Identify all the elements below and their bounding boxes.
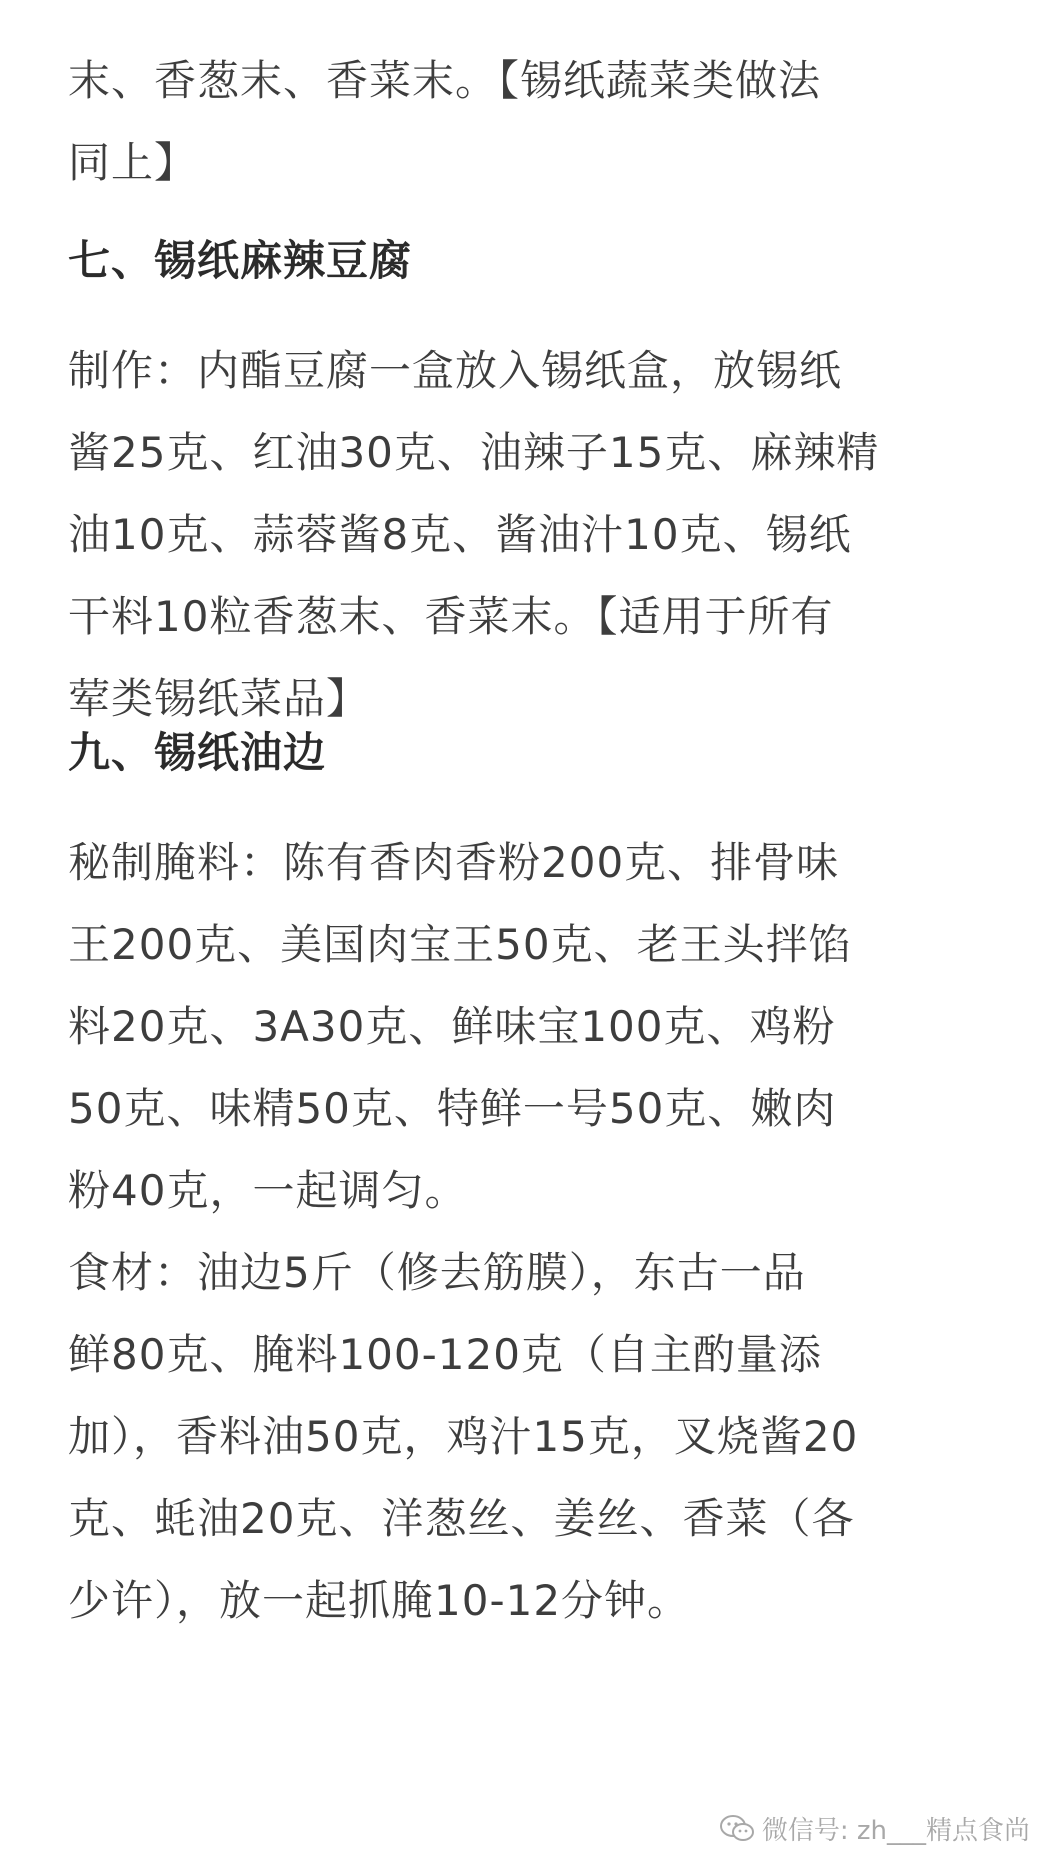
paragraph-line: 加），香料油50克，鸡汁15克，叉烧酱20 <box>68 1412 859 1461</box>
paragraph-line: 同上】 <box>68 138 198 187</box>
paragraph-line: 粉40克，一起调匀。 <box>68 1166 468 1215</box>
paragraph-line: 荤类锡纸菜品】 <box>68 674 370 723</box>
paragraph-line: 秘制腌料：陈有香肉香粉200克、排骨味 <box>68 838 840 887</box>
section-9-heading: 九、锡纸油边 <box>68 728 327 777</box>
paragraph-line: 制作：内酯豆腐一盒放入锡纸盒，放锡纸 <box>68 346 843 395</box>
intro-paragraph <box>68 40 1028 204</box>
section-9-ingredients-paragraph <box>68 1232 1028 1642</box>
section-7-heading: 七、锡纸麻辣豆腐 <box>68 236 413 285</box>
paragraph-line: 50克、味精50克、特鲜一号50克、嫩肉 <box>68 1084 837 1133</box>
paragraph-line: 料20克、3A30克、鲜味宝100克、鸡粉 <box>68 1002 836 1051</box>
section-9-marinade-paragraph <box>68 822 1028 1232</box>
paragraph-line: 王200克、美国肉宝王50克、老王头拌馅 <box>68 920 852 969</box>
paragraph-line: 油10克、蒜蓉酱8克、酱油汁10克、锡纸 <box>68 510 852 559</box>
paragraph-line: 克、蚝油20克、洋葱丝、姜丝、香菜（各 <box>68 1494 855 1543</box>
watermark-text: 微信号: zh___精点食尚 <box>761 1816 1030 1846</box>
paragraph-line: 末、香葱末、香菜末。【锡纸蔬菜类做法 <box>68 56 822 105</box>
section-7-paragraph <box>68 330 1028 740</box>
watermark <box>714 1808 1036 1849</box>
paragraph-line: 干料10粒香葱末、香菜末。【适用于所有 <box>68 592 834 641</box>
paragraph-line: 食材：油边5斤（修去筋膜），东古一品 <box>68 1248 806 1297</box>
paragraph-line: 少许），放一起抓腌10-12分钟。 <box>68 1576 691 1625</box>
paragraph-line: 鲜80克、腌料100-120克（自主酌量添 <box>68 1330 822 1379</box>
paragraph-line: 酱25克、红油30克、油辣子15克、麻辣精 <box>68 428 880 477</box>
wechat-icon <box>720 1814 754 1844</box>
